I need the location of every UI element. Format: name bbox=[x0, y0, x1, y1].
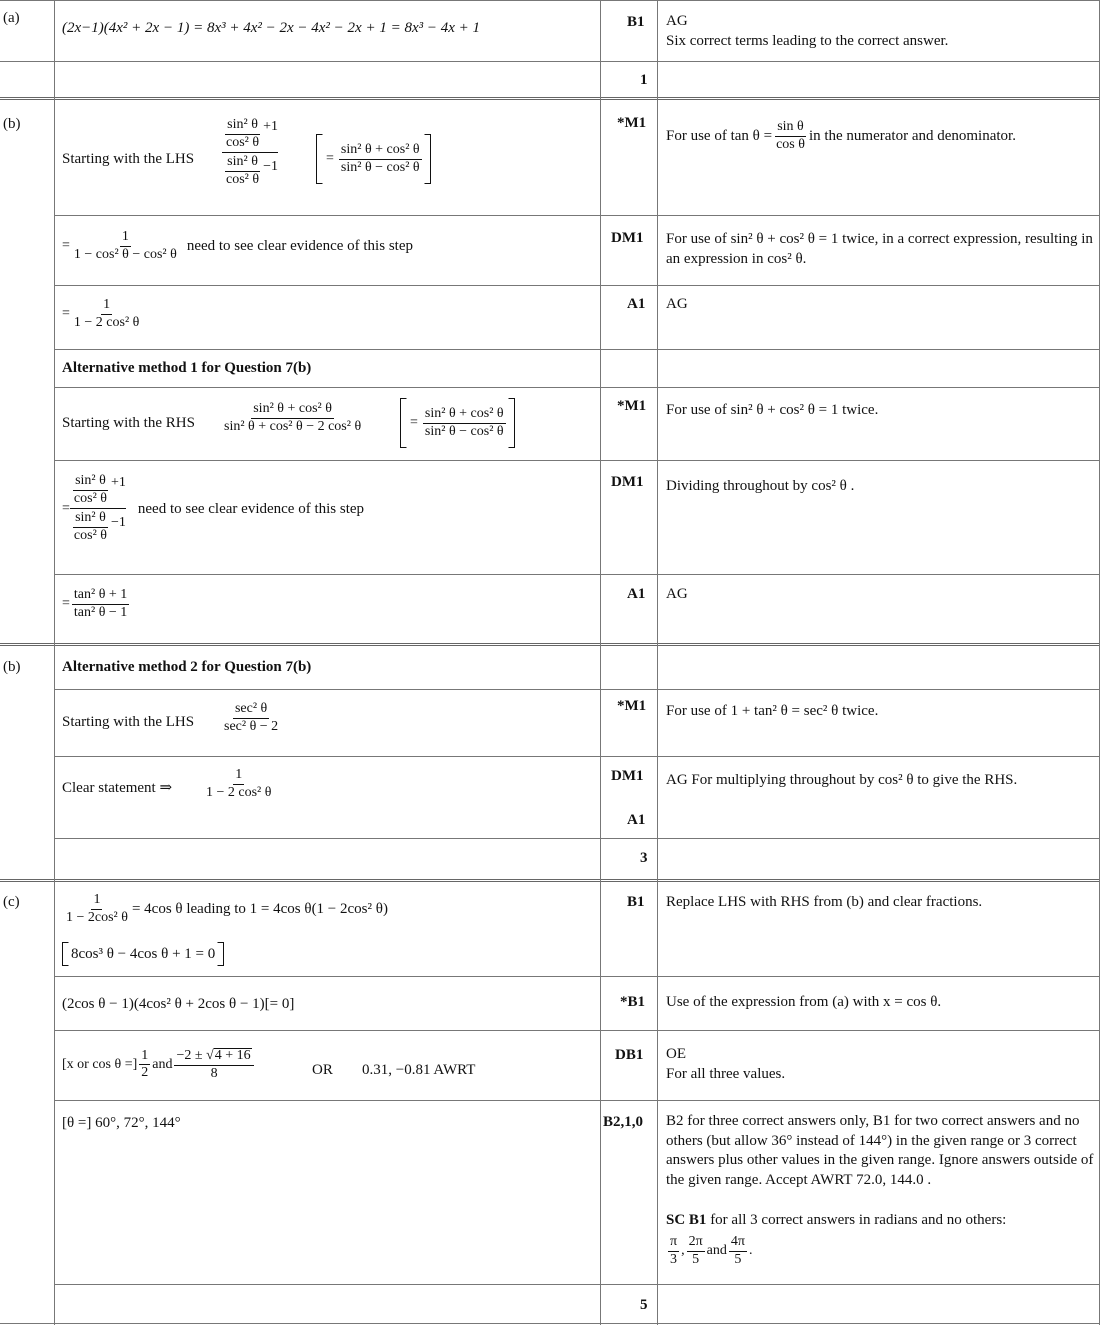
step-expression bbox=[220, 402, 365, 434]
plus-one: +1 bbox=[263, 119, 278, 135]
part-label: (c) bbox=[3, 894, 20, 910]
guidance-text: For use of tan θ = bbox=[666, 127, 773, 144]
roots-quad-sqrt: 4 + 16 bbox=[214, 1048, 251, 1063]
frac-num: sin² θ bbox=[73, 474, 108, 491]
rule bbox=[0, 643, 1100, 646]
mark-code: *M1 bbox=[617, 115, 647, 131]
rule bbox=[54, 387, 1100, 388]
rule bbox=[0, 1323, 1100, 1324]
frac-num: 1 bbox=[120, 230, 131, 247]
frac-num: π bbox=[668, 1235, 679, 1252]
rule bbox=[54, 756, 1100, 757]
part-total: 3 bbox=[640, 850, 648, 866]
rule bbox=[54, 1030, 1100, 1031]
mark-guidance bbox=[666, 120, 1016, 152]
frac-num: sin² θ + cos² θ bbox=[423, 407, 506, 424]
guidance-text: in the numerator and denominator. bbox=[808, 127, 1016, 144]
frac-den: 1 − cos² θ − cos² θ bbox=[73, 246, 177, 262]
plus-one: +1 bbox=[110, 475, 126, 491]
frac-num: sin² θ bbox=[225, 118, 260, 135]
clear-statement-label: Clear statement ⇒ bbox=[62, 780, 173, 796]
final-answer: [θ =] 60°, 72°, 144° bbox=[62, 1115, 181, 1131]
cubic-equation bbox=[62, 942, 224, 966]
mark-guidance: AG bbox=[666, 586, 688, 602]
bracket-right bbox=[217, 942, 224, 966]
frac-den: sec² θ − 2 bbox=[224, 718, 279, 734]
frac-den: cos² θ bbox=[226, 134, 260, 150]
frac-den: 1 − 2cos² θ bbox=[66, 909, 128, 925]
rule bbox=[54, 460, 1100, 461]
column-divider bbox=[600, 0, 601, 1325]
part-total: 5 bbox=[640, 1297, 648, 1313]
mark-guidance: For use of sin² θ + cos² θ = 1 twice. bbox=[666, 402, 879, 418]
frac-num: sin² θ bbox=[225, 155, 260, 172]
mark-code: *B1 bbox=[620, 994, 646, 1010]
section-heading: Alternative method 1 for Question 7(b) bbox=[62, 360, 312, 376]
bracket-left bbox=[62, 942, 69, 966]
roots-expression: [x or cos θ =] $\frac{1}{2}$ and −2 ± √4 + 16 8 bbox=[62, 1048, 256, 1081]
or-label: OR bbox=[312, 1062, 333, 1078]
mark-code: DB1 bbox=[615, 1047, 644, 1063]
frac-den: cos² θ bbox=[226, 172, 260, 188]
frac-num: sec² θ bbox=[233, 702, 269, 719]
mark-guidance: For use of 1 + tan² θ = sec² θ twice. bbox=[666, 703, 879, 719]
bracketed-step: = $\frac{\text{sin² θ + cos² θ}}{\text{sin² θ − cos² θ}}$ bbox=[316, 134, 431, 184]
mark-code: B1 bbox=[627, 894, 645, 910]
frac-den: 1 − 2 cos² θ bbox=[73, 314, 140, 330]
rule bbox=[0, 97, 1100, 100]
rule bbox=[54, 976, 1100, 977]
radian-answers: $\frac{\pi}{3}$ , $\frac{2\pi}{5}$ and $\frac{4\pi}{5}$ . bbox=[670, 1234, 753, 1267]
frac-num: 4π bbox=[729, 1235, 747, 1252]
compound-fraction: = $\frac{\text{sin² θ}}{\text{cos² θ}}$ +1 $\frac{\text{sin² θ}}{\text{cos² θ}}$ −1 need to see clear evidence of this step bbox=[62, 473, 365, 544]
step-expression bbox=[220, 702, 282, 734]
rhs-label: Starting with the RHS bbox=[62, 415, 195, 431]
frac-den: cos² θ bbox=[73, 528, 107, 544]
frac-num: sin θ bbox=[775, 120, 806, 137]
mark-guidance: AG For multiplying throughout by cos² θ to give the RHS. bbox=[666, 772, 1018, 788]
frac-num: sin² θ bbox=[73, 511, 108, 528]
step-expression bbox=[62, 893, 388, 925]
frac-den: 8 bbox=[210, 1065, 218, 1081]
step-comment: need to see clear evidence of this step bbox=[186, 237, 413, 254]
rule bbox=[54, 215, 1100, 216]
frac-num: tan² θ + 1 bbox=[72, 588, 129, 605]
part-label: (a) bbox=[3, 10, 20, 26]
frac-den: cos² θ bbox=[73, 490, 107, 506]
frac-num: 2π bbox=[687, 1235, 705, 1252]
mark-code: B2,1,0 bbox=[603, 1114, 644, 1130]
section-heading: Alternative method 2 for Question 7(b) bbox=[62, 659, 312, 675]
minus-one: −1 bbox=[110, 514, 126, 530]
bracket-left bbox=[400, 398, 407, 448]
mark-guidance: AG bbox=[666, 296, 688, 312]
mark-guidance: Dividing throughout by cos² θ . bbox=[666, 478, 855, 494]
mark-guidance: For use of sin² θ + cos² θ = 1 twice, in a correct expression, resulting in an expression in cos² θ. bbox=[666, 231, 1093, 267]
mark-guidance: Replace LHS with RHS from (b) and clear fractions. bbox=[666, 894, 983, 910]
rule bbox=[54, 689, 1100, 690]
frac-den: cos θ bbox=[776, 136, 805, 152]
special-case-text: SC B1 for all 3 correct answers in radians and no others: bbox=[666, 1212, 1007, 1228]
frac-den: sin² θ + cos² θ − 2 cos² θ bbox=[224, 418, 362, 434]
lhs-label: Starting with the LHS bbox=[62, 714, 195, 730]
step-expression bbox=[202, 768, 275, 800]
special-case-note bbox=[666, 1212, 1006, 1229]
mark-code: DM1 bbox=[611, 230, 644, 246]
rule bbox=[0, 879, 1100, 882]
rule bbox=[0, 61, 1100, 62]
column-divider bbox=[54, 0, 55, 1325]
bracketed-step: = $\frac{\text{sin² θ + cos² θ}}{\text{sin² θ − cos² θ}}$ bbox=[400, 398, 515, 448]
mark-code: DM1 bbox=[611, 768, 644, 784]
expansion-expression: (2x−1)(4x² + 2x − 1) = 8x³ + 4x² − 2x − 4x² − 2x + 1 = 8x³ − 4x + 1 bbox=[62, 20, 481, 36]
mark-code: A1 bbox=[627, 296, 646, 312]
rule bbox=[54, 1100, 1100, 1101]
cubic-text: 8cos³ θ − 4cos θ + 1 = 0 bbox=[71, 945, 216, 962]
frac-den: tan² θ − 1 bbox=[73, 604, 128, 620]
frac-den: 5 bbox=[692, 1251, 700, 1267]
roots-quad-pre: −2 ± bbox=[176, 1048, 207, 1063]
bracket-left bbox=[316, 134, 323, 184]
mark-code: DM1 bbox=[611, 474, 644, 490]
frac-den: 5 bbox=[734, 1251, 742, 1267]
frac-num: 1 bbox=[233, 768, 244, 785]
part-label: (b) bbox=[3, 116, 21, 132]
frac-num: 1 bbox=[139, 1049, 150, 1066]
rule bbox=[0, 0, 1100, 1]
mark-guidance: AG Six correct terms leading to the correct answer. bbox=[666, 13, 949, 49]
mark-guidance: Use of the expression from (a) with x = cos θ. bbox=[666, 994, 942, 1010]
frac-num: 1 bbox=[101, 298, 112, 315]
frac-num: sin² θ + cos² θ bbox=[339, 143, 422, 160]
equation-text: = 4cos θ leading to 1 = 4cos θ(1 − 2cos² θ) bbox=[131, 900, 388, 917]
frac-den: 1 − 2 cos² θ bbox=[206, 784, 272, 800]
roots-and: and bbox=[152, 1056, 173, 1072]
step-expression: = $\frac{\text{tan² θ + 1}}{\text{tan² θ − 1}}$ bbox=[62, 587, 128, 620]
rule bbox=[54, 1284, 1100, 1285]
frac-num: 1 bbox=[91, 893, 102, 910]
step-comment: need to see clear evidence of this step bbox=[137, 500, 365, 517]
frac-num: sin² θ + cos² θ bbox=[251, 402, 334, 419]
bracket-right bbox=[424, 134, 431, 184]
mark-code: B1 bbox=[627, 14, 645, 30]
mark-code: *M1 bbox=[617, 698, 647, 714]
mark-code: *M1 bbox=[617, 398, 647, 414]
frac-den: sin² θ − cos² θ bbox=[340, 159, 420, 175]
rule bbox=[54, 574, 1100, 575]
radian-and: and bbox=[706, 1243, 727, 1259]
lhs-label: Starting with the LHS bbox=[62, 151, 195, 167]
mark-guidance: OE For all three values. bbox=[666, 1046, 786, 1082]
rule bbox=[54, 349, 1100, 350]
rule bbox=[54, 838, 1100, 839]
mark-code: A1 bbox=[627, 586, 646, 602]
awrt-values: 0.31, −0.81 AWRT bbox=[362, 1062, 476, 1078]
column-divider bbox=[657, 0, 658, 1325]
roots-lead: [x or cos θ =] bbox=[62, 1056, 138, 1072]
rule bbox=[54, 285, 1100, 286]
frac-den: 2 bbox=[141, 1065, 149, 1081]
compound-fraction bbox=[222, 118, 278, 188]
step-expression: = $\frac{1}{\text{1 − 2 cos² θ}}$ bbox=[62, 297, 140, 330]
mark-guidance: B2 for three correct answers only, B1 for two correct answers and no others (but allow 36° instead of 144°) in the given range or 3 correct answers plus other values in the given range. Ignore answers outside of the given range. Accept AWRT 72.0, 144.0 . bbox=[666, 1113, 1094, 1188]
frac-den: 3 bbox=[670, 1251, 678, 1267]
step-expression: = $\frac{1}{\text{1 − cos² θ − cos² θ}}$ need to see clear evidence of this step bbox=[62, 229, 413, 262]
minus-one: −1 bbox=[263, 158, 278, 174]
factorisation: (2cos θ − 1)(4cos² θ + 2cos θ − 1)[= 0] bbox=[62, 996, 295, 1012]
part-total: 1 bbox=[640, 72, 648, 88]
mark-code: A1 bbox=[627, 812, 646, 828]
frac-den: sin² θ − cos² θ bbox=[424, 423, 504, 439]
part-label: (b) bbox=[3, 659, 21, 675]
bracket-right bbox=[508, 398, 515, 448]
